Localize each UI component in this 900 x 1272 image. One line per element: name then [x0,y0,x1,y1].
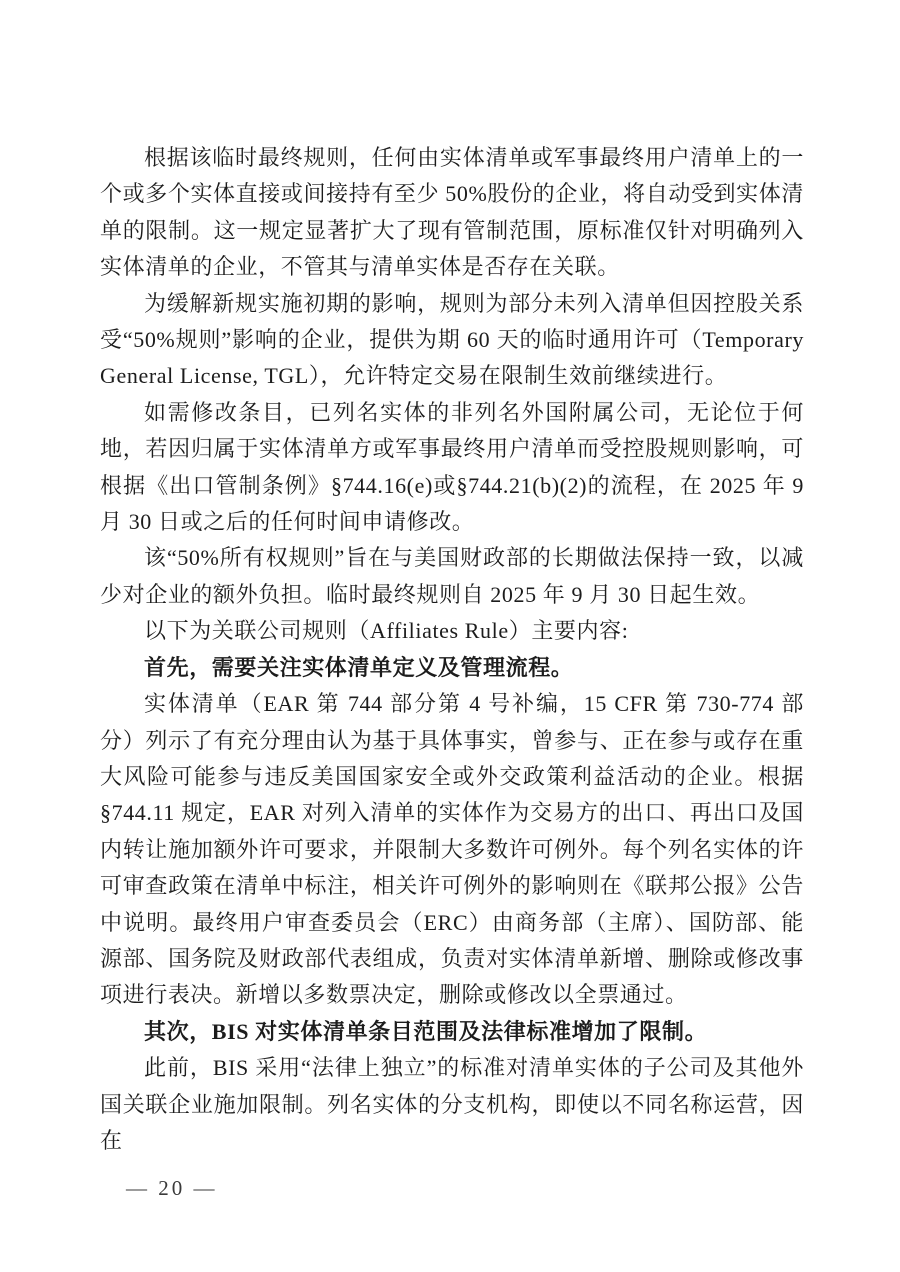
paragraph: 如需修改条目，已列名实体的非列名外国附属公司，无论位于何地，若因归属于实体清单方或军事最终用户清单而受控股规则影响，可根据《出口管制条例》§744.16(e)或§744.21(b)(2)的流程，在 2025 年 9 月 30 日或之后的任何时间申请修改。 [100,399,804,535]
paragraph: 以下为关联公司规则（Affiliates Rule）主要内容: [144,618,629,644]
section-heading: 首先，需要关注实体清单定义及管理流程。 [144,654,574,680]
page-footer [126,1176,218,1201]
document-body [100,140,804,1159]
page-number: — 20 — [126,1176,218,1200]
paragraph: 实体清单（EAR 第 744 部分第 4 号补编，15 CFR 第 730-774 部分）列示了有充分理由认为基于具体事实，曾参与、正在参与或存在重大风险可能参与违反美国国家安全或外交政策利益活动的企业。根据§744.11 规定，EAR 对列入清单的实体作为交易方的出口、再出口及国内转让施加额外许可要求，并限制大多数许可例外。每个列名实体的许可审查政策在清单中标注，相关许可例外的影响则在《联邦公报》公告中说明。最终用户审查委员会（ERC）由商务部（主席）、国防部、能源部、国务院及财政部代表组成，负责对实体清单新增、删除或修改事项进行表决。新增以多数票决定，删除或修改以全票通过。 [100,691,804,1008]
paragraph: 该“50%所有权规则”旨在与美国财政部的长期做法保持一致，以减少对企业的额外负担。临时最终规则自 2025 年 9 月 30 日起生效。 [100,545,804,607]
paragraph: 此前，BIS 采用“法律上独立”的标准对清单实体的子公司及其他外国关联企业施加限制。列名实体的分支机构，即使以不同名称运营，因在 [100,1055,804,1153]
section-heading: 其次，BIS 对实体清单条目范围及法律标准增加了限制。 [144,1018,708,1044]
paragraph: 根据该临时最终规则，任何由实体清单或军事最终用户清单上的一个或多个实体直接或间接持有至少 50%股份的企业，将自动受到实体清单的限制。这一规定显著扩大了现有管制范围，原标准仅针对明确列入实体清单的企业，不管其与清单实体是否存在关联。 [100,145,804,280]
paragraph: 为缓解新规实施初期的影响，规则为部分未列入清单但因控股关系受“50%规则”影响的企业，提供为期 60 天的临时通用许可（Temporary General License, TGL），允许特定交易在限制生效前继续进行。 [100,290,804,389]
